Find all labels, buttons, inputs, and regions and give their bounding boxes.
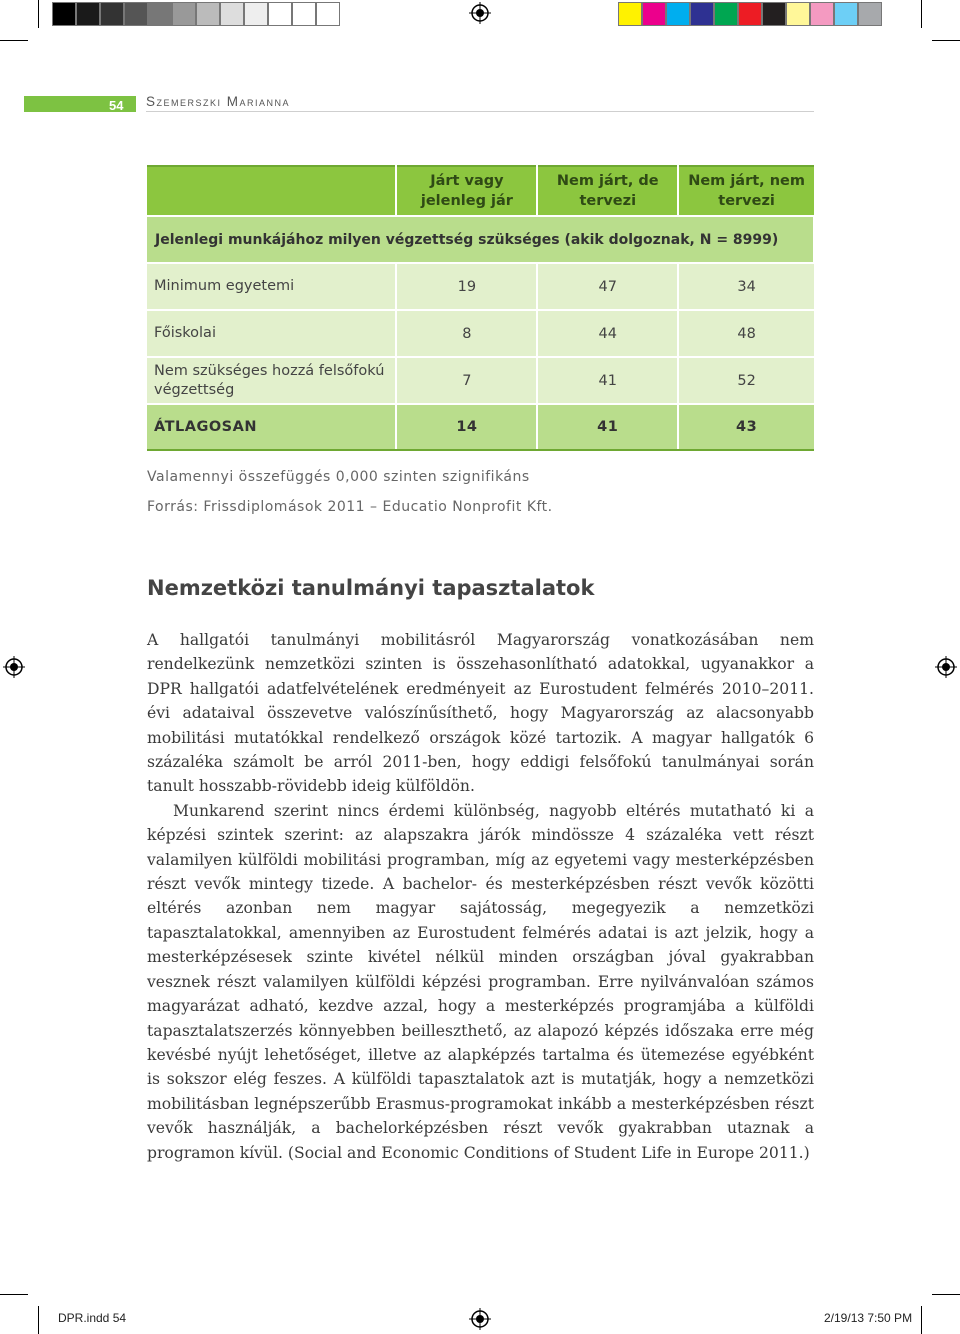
crop-mark xyxy=(0,40,28,41)
slug-datetime: 2/19/13 7:50 PM xyxy=(824,1311,913,1325)
table-cell: 41 xyxy=(537,357,678,404)
average-label: ÁTLAGOSAN xyxy=(147,404,396,450)
table-row xyxy=(147,357,814,404)
table-source: Forrás: Frissdiplomások 2011 – Educatio Nonprofit Kft. xyxy=(147,499,553,515)
crop-mark xyxy=(0,1294,28,1295)
table-cell: 52 xyxy=(678,357,814,404)
paragraph: A hallgatói tanulmányi mobilitásról Magyarország vonatkozásában nem rendelkezünk nemzetközi szinten is összehasonlítható adatokkal, ugyanakkor a DPR hallgatói adatfelvételének eredményeit az Eurostudent felmérés 2010–2011. évi adataival összevetve valószínűsíthető, hogy Magyarország az alacsonyabb mobilitási mutatókkal rendelkező országok közé tartozik. A magyar hallgatók 6 százaléka számolt be arról 2011-ben, hogy eddigi felsőfokú tanulmányai során tanult hosszabb-rövidebb ideig külföldön. xyxy=(147,631,814,796)
swatch xyxy=(148,2,172,26)
table-header-blank xyxy=(147,166,396,216)
swatch xyxy=(268,2,292,26)
table-header-cell: Járt vagy jelenleg jár xyxy=(396,166,537,216)
grayscale-bar xyxy=(52,2,340,26)
swatch xyxy=(316,2,340,26)
swatch xyxy=(690,2,714,26)
table-row xyxy=(147,310,814,357)
row-label: Főiskolai xyxy=(147,310,396,357)
data-table xyxy=(147,165,815,451)
table-section-label: Jelenlegi munkájához milyen végzettség szükséges (akik dolgoznak, N = 8999) xyxy=(147,216,814,263)
swatch xyxy=(124,2,148,26)
swatch xyxy=(858,2,882,26)
swatch xyxy=(738,2,762,26)
table-row xyxy=(147,263,814,310)
page-number: 54 xyxy=(109,98,124,113)
table-header-cell: Nem járt, de tervezi xyxy=(537,166,678,216)
crop-mark xyxy=(38,0,39,28)
crop-mark xyxy=(932,40,960,41)
swatch xyxy=(76,2,100,26)
crop-mark xyxy=(932,1294,960,1295)
table-cell: 43 xyxy=(678,404,814,450)
table-cell: 14 xyxy=(396,404,537,450)
swatch xyxy=(172,2,196,26)
crop-mark xyxy=(38,1306,39,1334)
swatch xyxy=(52,2,76,26)
body-text xyxy=(147,628,814,1165)
table-cell: 48 xyxy=(678,310,814,357)
registration-mark-icon xyxy=(469,1308,491,1330)
row-label: Minimum egyetemi xyxy=(147,263,396,310)
swatch xyxy=(618,2,642,26)
registration-mark-icon xyxy=(469,2,491,24)
swatch xyxy=(244,2,268,26)
table-note: Valamennyi összefüggés 0,000 szinten szignifikáns xyxy=(147,469,530,485)
table-cell: 44 xyxy=(537,310,678,357)
swatch xyxy=(292,2,316,26)
swatch xyxy=(834,2,858,26)
running-head: Szemerszki Marianna xyxy=(146,94,291,109)
table-cell: 7 xyxy=(396,357,537,404)
swatch xyxy=(786,2,810,26)
swatch xyxy=(642,2,666,26)
swatch xyxy=(666,2,690,26)
table-section-row xyxy=(147,216,814,263)
table-cell: 34 xyxy=(678,263,814,310)
swatch xyxy=(762,2,786,26)
header-rule xyxy=(146,111,814,112)
table-header-row xyxy=(147,166,814,216)
crop-mark xyxy=(921,0,922,28)
table-average-row xyxy=(147,404,814,450)
table-cell: 8 xyxy=(396,310,537,357)
registration-mark-icon xyxy=(935,656,957,678)
swatch xyxy=(810,2,834,26)
swatch xyxy=(220,2,244,26)
table-cell: 19 xyxy=(396,263,537,310)
row-label: Nem szükséges hozzá felsőfokú végzettség xyxy=(147,357,396,404)
section-title: Nemzetközi tanulmányi tapasztalatok xyxy=(147,576,595,600)
table-cell: 41 xyxy=(537,404,678,450)
registration-mark-icon xyxy=(3,656,25,678)
slug-file: DPR.indd 54 xyxy=(58,1311,127,1325)
swatch xyxy=(100,2,124,26)
color-bar xyxy=(618,2,882,26)
table-cell: 47 xyxy=(537,263,678,310)
paragraph: Munkarend szerint nincs érdemi különbség, nagyobb eltérés mutatható ki a képzési szintek szerint: az alapszakra járók mindössze 4 százaléka vett részt valamilyen külföldi mobilitási programban, míg az egyetemi vagy mesterképzésben részt vevők mintegy tizede. A bachelor- és mesterképzésben részt vevők közötti eltérés azonban nem magyar sajátosság, megegyezik a nemzetközi tapasztalatokkal, amennyiben az Eurostudent felmérés adatai is azt jelzik, hogy a mesterképzésesek szinte kivétel nélkül minden országban jóval gyakrabban vesznek részt valamilyen külföldi képzési programban. Erre nyilvánvalóan számos magyarázat adható, kezdve azzal, hogy a mesterképzés programjába a külföldi tapasztalatszerzés könnyebben beilleszthető, az alapozó képzés időszaka erre még kevésbé nyújt lehetőséget, illetve az alapképzés tartalma és ütemezése egyébként is sokszor elég feszes. A külföldi tapasztalatok azt is mutatják, hogy a nemzetközi mobilitásban legnépszerűbb Erasmus-programokat inkább a mesterképzésben részt vevők használják, a bachelorképzésben részt vevők gyakrabban utaznak a programon kívül. (Social and Economic Conditions of Student Life in Europe 2011.) xyxy=(147,801,814,1162)
crop-mark xyxy=(921,1306,922,1334)
swatch xyxy=(714,2,738,26)
table-header-cell: Nem járt, nem tervezi xyxy=(678,166,814,216)
swatch xyxy=(196,2,220,26)
